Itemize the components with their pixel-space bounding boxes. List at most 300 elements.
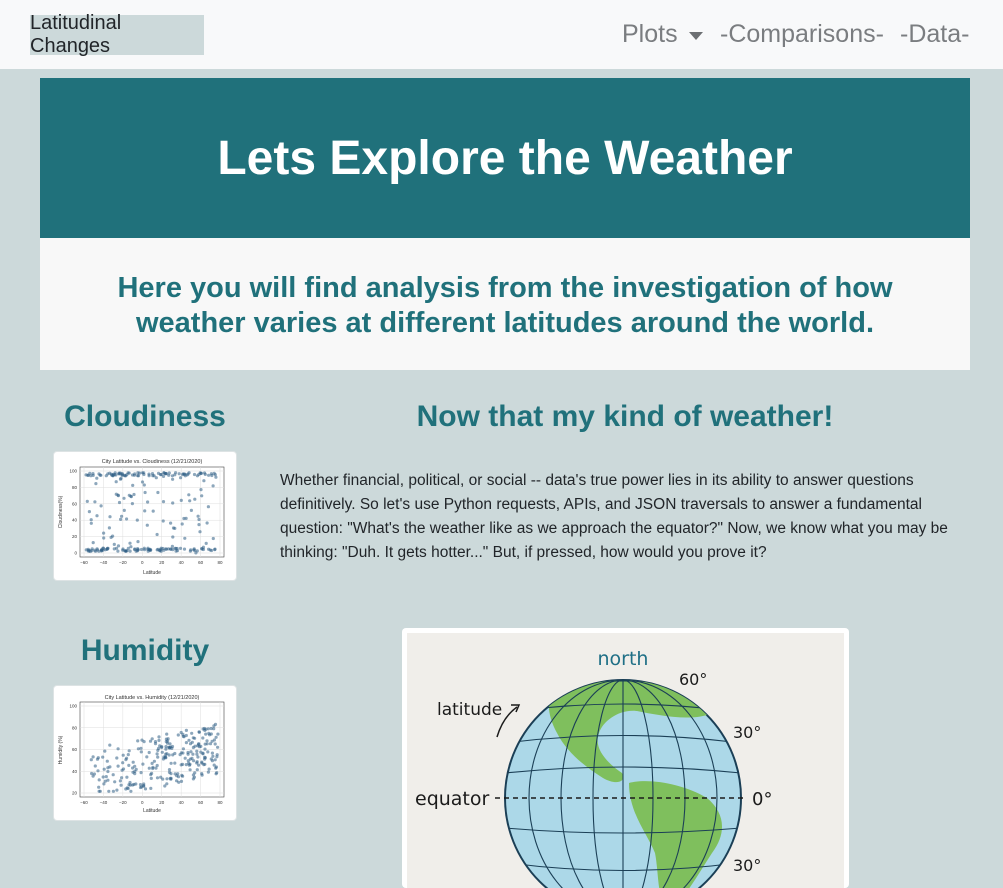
scatter-point [95, 477, 98, 480]
scatter-point [162, 519, 165, 522]
scatter-point [204, 743, 207, 746]
scatter-point [171, 474, 174, 477]
scatter-point [212, 727, 215, 730]
scatter-point [144, 491, 147, 494]
y-axis-label: Cloudiness(%) [58, 495, 64, 529]
x-tick-label: −60 [80, 800, 88, 805]
scatter-point [156, 752, 159, 755]
scatter-point [122, 497, 125, 500]
scatter-point [122, 767, 125, 770]
scatter-point [193, 549, 196, 552]
scatter-point [157, 747, 160, 750]
nav-plots-dropdown[interactable]: Plots [622, 20, 678, 48]
scatter-point [132, 761, 135, 764]
deg-60-label: 60° [679, 670, 708, 689]
scatter-point [188, 763, 191, 766]
scatter-point [216, 753, 219, 756]
scatter-point [195, 753, 198, 756]
chevron-down-icon[interactable] [689, 32, 703, 40]
scatter-point [125, 757, 128, 760]
scatter-point [182, 747, 185, 750]
scatter-point [167, 474, 170, 477]
y-tick-label: 20 [71, 790, 77, 796]
scatter-point [112, 790, 115, 793]
scatter-point [182, 735, 185, 738]
scatter-point [148, 767, 151, 770]
scatter-point [119, 518, 122, 521]
scatter-point [177, 733, 180, 736]
scatter-point [137, 747, 140, 750]
north-label: north [597, 648, 649, 670]
scatter-point [150, 777, 153, 780]
scatter-point [141, 480, 144, 483]
scatter-point [120, 776, 123, 779]
scatter-point [214, 476, 217, 479]
scatter-point [91, 472, 94, 475]
scatter-point [210, 757, 213, 760]
scatter-point [103, 750, 106, 753]
scatter-point [162, 757, 165, 760]
scatter-point [110, 536, 113, 539]
scatter-point [208, 768, 211, 771]
nav-data[interactable]: -Data- [900, 20, 970, 48]
scatter-point [125, 776, 128, 779]
scatter-point [117, 747, 120, 750]
scatter-point [187, 493, 190, 496]
scatter-point [131, 484, 134, 487]
scatter-point [100, 504, 103, 507]
x-tick-label: 80 [217, 560, 223, 565]
scatter-point [95, 514, 98, 517]
scatter-point [141, 763, 144, 766]
cloudiness-plot-thumbnail[interactable] [53, 451, 237, 581]
scatter-point [156, 776, 159, 779]
scatter-point [160, 473, 163, 476]
scatter-point [160, 746, 163, 749]
x-tick-label: 40 [178, 800, 184, 805]
scatter-point [171, 535, 174, 538]
y-tick-label: 20 [71, 534, 77, 540]
scatter-point [88, 510, 91, 513]
scatter-point [183, 473, 186, 476]
scatter-point [186, 751, 189, 754]
x-tick-label: 20 [159, 560, 165, 565]
scatter-point [90, 549, 93, 552]
hero-subtitle: Here you will find analysis from the investigation of how weather varies at different latitudes around the world. [117, 272, 893, 339]
scatter-point [128, 749, 131, 752]
scatter-point [199, 488, 202, 491]
scatter-point [184, 757, 187, 760]
scatter-point [205, 739, 208, 742]
scatter-point [169, 522, 172, 525]
scatter-point [106, 779, 109, 782]
scatter-point [211, 755, 214, 758]
scatter-point [125, 517, 128, 520]
x-tick-label: −20 [119, 800, 127, 805]
scatter-point [173, 762, 176, 765]
scatter-point [146, 524, 149, 527]
scatter-point [127, 471, 130, 474]
scatter-point [157, 739, 160, 742]
scatter-point [207, 474, 210, 477]
scatter-point [197, 523, 200, 526]
scatter-point [205, 542, 208, 545]
scatter-point [169, 772, 172, 775]
scatter-point [129, 550, 132, 553]
scatter-point [90, 522, 93, 525]
scatter-point [128, 542, 131, 545]
scatter-point [108, 526, 111, 529]
scatter-point [203, 756, 206, 759]
intro-paragraph: Whether financial, political, or social -- data's true power lies in its ability to answer questions definitively. So let's use Python requests, APIs, and JSON traversals to answer a fundamental question: "What's the weather like as we approach the equator?" Now, we know what you may be thinking: "Duh. It gets hotter..." But, if pressed, how would you prove it? [280, 472, 948, 561]
scatter-point [203, 763, 206, 766]
scatter-point [193, 745, 196, 748]
scatter-point [151, 762, 154, 765]
scatter-point [197, 518, 200, 521]
scatter-point [159, 776, 162, 779]
scatter-point [207, 771, 210, 774]
scatter-point [200, 494, 203, 497]
scatter-point [132, 783, 135, 786]
scatter-point [136, 540, 139, 543]
y-tick-label: 100 [69, 703, 77, 709]
scatter-point [214, 742, 217, 745]
scatter-point [162, 500, 165, 503]
scatter-point [201, 736, 204, 739]
scatter-point [152, 510, 155, 513]
scatter-point [183, 537, 186, 540]
scatter-point [90, 772, 93, 775]
scatter-point [185, 741, 188, 744]
scatter-point [117, 544, 120, 547]
scatter-point [118, 501, 121, 504]
scatter-point [196, 755, 199, 758]
scatter-point [185, 734, 188, 737]
y-tick-label: 40 [71, 768, 77, 774]
scatter-point [92, 541, 95, 544]
scatter-point [119, 478, 122, 481]
globe-illustration [407, 633, 844, 888]
scatter-point [92, 755, 95, 758]
scatter-point [115, 493, 118, 496]
x-tick-label: −20 [119, 560, 127, 565]
scatter-point [156, 764, 159, 767]
cloudiness-title: Cloudiness [64, 400, 226, 433]
scatter-point [151, 767, 154, 770]
scatter-point [146, 500, 149, 503]
scatter-point [142, 473, 145, 476]
scatter-point [142, 782, 145, 785]
scatter-point [180, 763, 183, 766]
plot-title: City Latitude vs. Cloudiness (12/21/2020) [101, 459, 203, 465]
scatter-point [133, 772, 136, 775]
scatter-point [192, 759, 195, 762]
scatter-point [189, 768, 192, 771]
y-tick-label: 60 [71, 747, 77, 752]
scatter-point [127, 783, 130, 786]
scatter-point [105, 474, 108, 477]
scatter-point [187, 739, 190, 742]
scatter-point [190, 732, 193, 735]
scatter-point [213, 764, 216, 767]
scatter-point [204, 728, 207, 731]
hero-subtitle-box [40, 238, 970, 370]
scatter-point [143, 548, 146, 551]
scatter-point [127, 787, 130, 790]
scatter-point [179, 753, 182, 756]
scatter-point [155, 476, 158, 479]
humidity-title: Humidity [80, 634, 210, 667]
scatter-point [165, 777, 168, 780]
scatter-point [168, 753, 171, 756]
scatter-point [102, 532, 105, 535]
scatter-point [177, 781, 180, 784]
scatter-point [136, 471, 139, 474]
scatter-point [143, 483, 146, 486]
scatter-point [149, 740, 152, 743]
scatter-point [206, 750, 209, 753]
scatter-point [193, 737, 196, 740]
scatter-point [213, 738, 216, 741]
scatter-point [99, 790, 102, 793]
scatter-point [181, 751, 184, 754]
scatter-point [135, 550, 138, 553]
scatter-point [103, 768, 106, 771]
scatter-point [108, 744, 111, 747]
scatter-point [196, 768, 199, 771]
scatter-point [164, 745, 167, 748]
scatter-point [181, 775, 184, 778]
scatter-point [202, 548, 205, 551]
scatter-point [191, 753, 194, 756]
humidity-plot-thumbnail[interactable] [53, 685, 237, 821]
scatter-point [173, 527, 176, 530]
x-tick-label: 0 [141, 800, 144, 805]
scatter-point [150, 772, 153, 775]
x-tick-label: −40 [99, 800, 108, 805]
nav-comparisons[interactable]: -Comparisons- [720, 20, 884, 48]
y-tick-label: 100 [69, 468, 77, 474]
scatter-point [147, 473, 150, 476]
scatter-point [143, 740, 146, 743]
scatter-point [206, 521, 209, 524]
scatter-point [170, 747, 173, 750]
scatter-point [123, 509, 126, 512]
scatter-point [200, 772, 203, 775]
scatter-point [168, 768, 171, 771]
globe-image [402, 628, 849, 888]
scatter-point [108, 765, 111, 768]
scatter-point [114, 471, 117, 474]
humidity-scatter-plot [54, 686, 236, 820]
cloudiness-scatter-plot [54, 452, 236, 580]
scatter-point [148, 751, 151, 754]
scatter-point [195, 750, 198, 753]
scatter-point [209, 742, 212, 745]
scatter-point [117, 765, 120, 768]
scatter-point [163, 472, 166, 475]
scatter-point [210, 472, 213, 475]
x-tick-label: 40 [178, 560, 184, 565]
scatter-point [154, 742, 157, 745]
y-tick-label: 0 [74, 550, 77, 556]
scatter-point [131, 502, 134, 505]
scatter-point [113, 547, 116, 550]
scatter-point [207, 548, 210, 551]
scatter-point [202, 479, 205, 482]
scatter-point [180, 731, 183, 734]
scatter-point [189, 742, 192, 745]
scatter-point [214, 758, 217, 761]
scatter-point [108, 515, 111, 518]
scatter-point [96, 769, 99, 772]
hero-title: Lets Explore the Weather [217, 131, 793, 185]
scatter-point [216, 733, 219, 736]
scatter-point [106, 770, 109, 773]
scatter-point [140, 548, 143, 551]
y-tick-label: 60 [71, 501, 77, 507]
scatter-point [116, 550, 119, 553]
scatter-point [183, 548, 186, 551]
scatter-point [171, 545, 174, 548]
scatter-point [124, 550, 127, 553]
scatter-point [120, 515, 123, 518]
scatter-point [189, 550, 192, 553]
scatter-point [94, 764, 97, 767]
scatter-point [127, 753, 130, 756]
scatter-point [156, 756, 159, 759]
scatter-point [157, 735, 160, 738]
plot-title: City Latitude vs. Humidity (12/21/2020) [104, 695, 200, 701]
scatter-point [193, 776, 196, 779]
scatter-point [188, 499, 191, 502]
scatter-point [102, 536, 105, 539]
deg-30-south-label: 30° [733, 856, 762, 875]
scatter-point [203, 748, 206, 751]
scatter-point [212, 537, 215, 540]
scatter-point [97, 756, 100, 759]
scatter-point [136, 519, 139, 522]
scatter-point [117, 472, 120, 475]
scatter-point [180, 499, 183, 502]
scatter-point [197, 764, 200, 767]
scatter-point [98, 778, 101, 781]
scatter-point [175, 774, 178, 777]
scatter-point [161, 751, 164, 754]
x-axis-label: Latitude [143, 570, 161, 576]
scatter-point [214, 767, 217, 770]
scatter-point [93, 500, 96, 503]
main-title: Now that my kind of weather! [416, 400, 834, 433]
scatter-point [88, 472, 91, 475]
scatter-point [170, 762, 173, 765]
scatter-point [197, 515, 200, 518]
x-tick-label: 60 [198, 800, 204, 805]
scatter-point [169, 778, 172, 781]
scatter-point [215, 736, 218, 739]
scatter-point [180, 780, 183, 783]
y-axis-label: Humidity (%) [58, 735, 64, 765]
scatter-point [193, 498, 196, 501]
scatter-point [104, 548, 107, 551]
scatter-point [110, 474, 113, 477]
equator-label: equator [415, 788, 490, 810]
scatter-point [121, 761, 124, 764]
scatter-point [181, 522, 184, 525]
deg-30-north-label: 30° [733, 723, 762, 742]
x-tick-label: 60 [198, 560, 204, 565]
scatter-point [207, 505, 210, 508]
navbar-brand[interactable]: Latitudinal Changes [30, 15, 204, 55]
scatter-point [179, 547, 182, 550]
scatter-point [115, 756, 118, 759]
latitude-label: latitude [437, 700, 503, 720]
scatter-point [165, 738, 168, 741]
scatter-point [188, 471, 191, 474]
scatter-point [90, 518, 93, 521]
scatter-point [149, 787, 152, 790]
scatter-point [140, 750, 143, 753]
scatter-point [112, 773, 115, 776]
scatter-point [199, 751, 202, 754]
y-tick-label: 40 [71, 517, 77, 523]
scatter-point [208, 733, 211, 736]
scatter-point [185, 729, 188, 732]
scatter-point [190, 509, 193, 512]
scatter-point [129, 790, 132, 793]
scatter-point [90, 758, 93, 761]
x-tick-label: 20 [159, 800, 165, 805]
scatter-point [179, 476, 182, 479]
scatter-point [113, 543, 116, 546]
navbar [0, 0, 1003, 69]
scatter-point [93, 549, 96, 552]
scatter-point [136, 739, 139, 742]
scatter-point [133, 474, 136, 477]
scatter-point [164, 547, 167, 550]
scatter-point [174, 547, 177, 550]
scatter-point [156, 533, 159, 536]
scatter-point [173, 752, 176, 755]
scatter-point [151, 472, 154, 475]
scatter-point [212, 484, 215, 487]
scatter-point [187, 759, 190, 762]
scatter-point [139, 786, 142, 789]
hero-banner [40, 78, 970, 238]
scatter-point [143, 509, 146, 512]
scatter-point [211, 752, 214, 755]
scatter-point [171, 478, 174, 481]
scatter-point [182, 517, 185, 520]
scatter-point [113, 780, 116, 783]
scatter-point [136, 474, 139, 477]
scatter-point [156, 491, 159, 494]
scatter-point [198, 530, 201, 533]
scatter-point [145, 755, 148, 758]
scatter-point [204, 473, 207, 476]
x-tick-label: 80 [217, 800, 223, 805]
y-tick-label: 80 [71, 484, 77, 490]
scatter-point [107, 790, 110, 793]
x-tick-label: 0 [141, 560, 144, 565]
scatter-point [171, 501, 174, 504]
scatter-point [121, 549, 124, 552]
scatter-point [97, 786, 100, 789]
scatter-point [158, 549, 161, 552]
scatter-point [102, 782, 105, 785]
scatter-point [123, 474, 126, 477]
scatter-point [106, 760, 109, 763]
